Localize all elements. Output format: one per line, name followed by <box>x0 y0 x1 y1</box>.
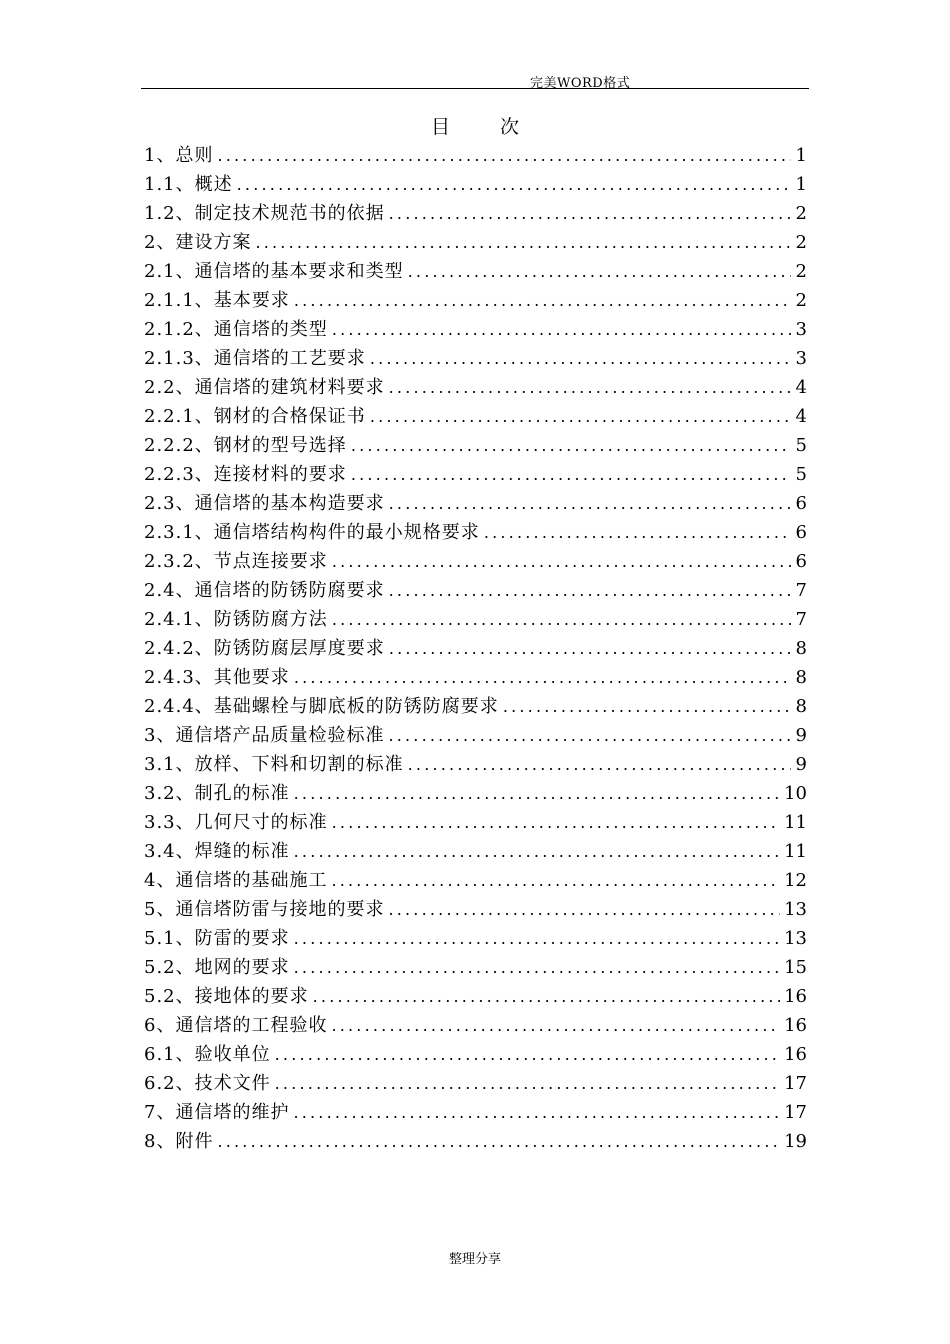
toc-entry-label: 2.3、通信塔的基本构造要求 <box>144 493 385 514</box>
toc-title: 目 次 <box>430 116 542 138</box>
toc-entry-page-number: 16 <box>784 986 807 1007</box>
toc-dot-leader <box>389 373 791 402</box>
toc-entry-label: 6.1、验收单位 <box>144 1044 271 1065</box>
toc-entry-label: 8、附件 <box>144 1131 214 1152</box>
toc-entry-page-number: 1 <box>795 174 807 195</box>
toc-entry-label: 4、通信塔的基础施工 <box>144 870 328 891</box>
toc-entry-label: 2.4、通信塔的防锈防腐要求 <box>144 580 385 601</box>
toc-entry[interactable] <box>144 547 807 576</box>
toc-entry-page-number: 5 <box>795 435 807 456</box>
toc-entry-label: 1.1、概述 <box>144 174 233 195</box>
toc-dot-leader <box>389 634 791 663</box>
toc-entry-page-number: 6 <box>795 522 807 543</box>
toc-list <box>144 141 807 1156</box>
toc-entry[interactable] <box>144 344 807 373</box>
toc-dot-leader <box>484 518 791 547</box>
toc-entry-page-number: 8 <box>795 638 807 659</box>
toc-dot-leader <box>294 924 780 953</box>
toc-dot-leader <box>294 779 780 808</box>
toc-entry-page-number: 4 <box>795 377 807 398</box>
toc-entry[interactable] <box>144 750 807 779</box>
toc-entry-page-number: 19 <box>784 1131 807 1152</box>
toc-dot-leader <box>389 199 791 228</box>
toc-entry-label: 2、建设方案 <box>144 232 252 253</box>
toc-entry-label: 2.3.1、通信塔结构构件的最小规格要求 <box>144 522 480 543</box>
toc-dot-leader <box>217 1127 780 1156</box>
toc-entry[interactable] <box>144 576 807 605</box>
toc-entry[interactable] <box>144 605 807 634</box>
toc-entry-page-number: 13 <box>784 928 807 949</box>
toc-entry[interactable] <box>144 634 807 663</box>
toc-entry-label: 3、通信塔产品质量检验标准 <box>144 725 385 746</box>
toc-entry[interactable] <box>144 402 807 431</box>
toc-entry-page-number: 2 <box>795 203 807 224</box>
toc-dot-leader <box>275 1069 780 1098</box>
toc-entry[interactable] <box>144 982 807 1011</box>
toc-entry-label: 2.3.2、节点连接要求 <box>144 551 328 572</box>
toc-dot-leader <box>293 1098 780 1127</box>
toc-entry-page-number: 1 <box>795 145 807 166</box>
toc-entry-label: 1、总则 <box>144 145 214 166</box>
toc-dot-leader <box>332 808 780 837</box>
toc-entry-page-number: 11 <box>784 812 807 833</box>
toc-entry-label: 5.2、接地体的要求 <box>144 986 309 1007</box>
header-rule <box>141 88 809 89</box>
toc-entry-label: 3.3、几何尺寸的标准 <box>144 812 328 833</box>
toc-entry-page-number: 3 <box>795 319 807 340</box>
page-header-text: 完美WORD格式 <box>530 76 631 91</box>
toc-entry-label: 3.1、放样、下料和切割的标准 <box>144 754 404 775</box>
toc-dot-leader <box>294 953 780 982</box>
toc-entry-label: 2.4.3、其他要求 <box>144 667 290 688</box>
toc-entry-page-number: 6 <box>795 551 807 572</box>
toc-entry-page-number: 10 <box>784 783 807 804</box>
toc-entry[interactable] <box>144 837 807 866</box>
toc-entry[interactable] <box>144 1098 807 1127</box>
toc-dot-leader <box>294 837 780 866</box>
toc-entry[interactable] <box>144 808 807 837</box>
toc-entry-label: 5.1、防雷的要求 <box>144 928 290 949</box>
toc-entry[interactable] <box>144 692 807 721</box>
toc-dot-leader <box>388 895 780 924</box>
toc-entry-label: 2.1.2、通信塔的类型 <box>144 319 328 340</box>
toc-dot-leader <box>503 692 791 721</box>
toc-entry-label: 2.2.2、钢材的型号选择 <box>144 435 347 456</box>
toc-entry[interactable] <box>144 199 807 228</box>
toc-entry[interactable] <box>144 170 807 199</box>
toc-dot-leader <box>388 721 791 750</box>
toc-entry[interactable] <box>144 924 807 953</box>
toc-entry[interactable] <box>144 1011 807 1040</box>
toc-entry-label: 2.1.1、基本要求 <box>144 290 290 311</box>
toc-entry-page-number: 11 <box>784 841 807 862</box>
toc-entry[interactable] <box>144 257 807 286</box>
toc-entry[interactable] <box>144 228 807 257</box>
toc-entry-label: 7、通信塔的维护 <box>144 1102 290 1123</box>
toc-dot-leader <box>370 344 791 373</box>
toc-dot-leader <box>351 460 791 489</box>
toc-entry[interactable] <box>144 779 807 808</box>
toc-entry[interactable] <box>144 141 807 170</box>
toc-entry[interactable] <box>144 866 807 895</box>
toc-dot-leader <box>332 547 791 576</box>
toc-entry-label: 3.4、焊缝的标准 <box>144 841 290 862</box>
toc-entry-label: 2.2.3、连接材料的要求 <box>144 464 347 485</box>
toc-entry-label: 6、通信塔的工程验收 <box>144 1015 328 1036</box>
toc-entry[interactable] <box>144 1040 807 1069</box>
toc-entry-label: 2.4.1、防锈防腐方法 <box>144 609 328 630</box>
toc-entry-page-number: 6 <box>795 493 807 514</box>
toc-dot-leader <box>255 228 791 257</box>
toc-entry-label: 6.2、技术文件 <box>144 1073 271 1094</box>
toc-dot-leader <box>217 141 791 170</box>
toc-entry-page-number: 16 <box>784 1044 807 1065</box>
toc-entry-label: 2.1.3、通信塔的工艺要求 <box>144 348 366 369</box>
toc-dot-leader <box>351 431 791 460</box>
toc-entry-label: 2.2、通信塔的建筑材料要求 <box>144 377 385 398</box>
toc-entry[interactable] <box>144 460 807 489</box>
toc-dot-leader <box>389 576 791 605</box>
toc-dot-leader <box>294 663 791 692</box>
toc-entry[interactable] <box>144 489 807 518</box>
toc-entry-page-number: 17 <box>784 1102 807 1123</box>
toc-entry[interactable] <box>144 315 807 344</box>
page-footer-text: 整理分享 <box>448 1252 501 1267</box>
toc-entry-page-number: 7 <box>795 580 807 601</box>
toc-dot-leader <box>408 750 791 779</box>
toc-entry[interactable] <box>144 721 807 750</box>
toc-dot-leader <box>331 866 780 895</box>
toc-entry-label: 2.2.1、钢材的合格保证书 <box>144 406 366 427</box>
toc-entry-label: 2.1、通信塔的基本要求和类型 <box>144 261 404 282</box>
toc-dot-leader <box>370 402 791 431</box>
toc-entry-label: 2.4.4、基础螺栓与脚底板的防锈防腐要求 <box>144 696 499 717</box>
toc-dot-leader <box>332 315 791 344</box>
toc-dot-leader <box>275 1040 780 1069</box>
toc-entry-page-number: 8 <box>795 696 807 717</box>
toc-entry[interactable] <box>144 431 807 460</box>
toc-entry-label: 5、通信塔防雷与接地的要求 <box>144 899 385 920</box>
toc-entry-page-number: 4 <box>795 406 807 427</box>
toc-dot-leader <box>237 170 791 199</box>
toc-dot-leader <box>313 982 780 1011</box>
toc-entry-page-number: 13 <box>784 899 807 920</box>
toc-entry-label: 2.4.2、防锈防腐层厚度要求 <box>144 638 385 659</box>
toc-entry[interactable] <box>144 518 807 547</box>
toc-entry-page-number: 9 <box>795 725 807 746</box>
toc-entry-page-number: 5 <box>795 464 807 485</box>
toc-entry[interactable] <box>144 373 807 402</box>
toc-entry-page-number: 2 <box>795 290 807 311</box>
toc-entry-page-number: 16 <box>784 1015 807 1036</box>
toc-dot-leader <box>294 286 791 315</box>
toc-entry-page-number: 8 <box>795 667 807 688</box>
toc-dot-leader <box>389 489 791 518</box>
toc-entry[interactable] <box>144 1127 807 1156</box>
toc-entry-page-number: 7 <box>795 609 807 630</box>
toc-entry-page-number: 17 <box>784 1073 807 1094</box>
toc-dot-leader <box>332 605 791 634</box>
toc-entry[interactable] <box>144 895 807 924</box>
toc-entry-page-number: 12 <box>784 870 807 891</box>
toc-entry[interactable] <box>144 1069 807 1098</box>
toc-entry-page-number: 9 <box>795 754 807 775</box>
toc-entry[interactable] <box>144 663 807 692</box>
toc-entry-page-number: 15 <box>784 957 807 978</box>
toc-entry-label: 5.2、地网的要求 <box>144 957 290 978</box>
toc-entry-page-number: 3 <box>795 348 807 369</box>
toc-entry-page-number: 2 <box>795 232 807 253</box>
toc-dot-leader <box>331 1011 780 1040</box>
toc-entry[interactable] <box>144 953 807 982</box>
toc-entry-page-number: 2 <box>795 261 807 282</box>
toc-entry[interactable] <box>144 286 807 315</box>
toc-dot-leader <box>408 257 791 286</box>
toc-entry-label: 1.2、制定技术规范书的依据 <box>144 203 385 224</box>
toc-entry-label: 3.2、制孔的标准 <box>144 783 290 804</box>
